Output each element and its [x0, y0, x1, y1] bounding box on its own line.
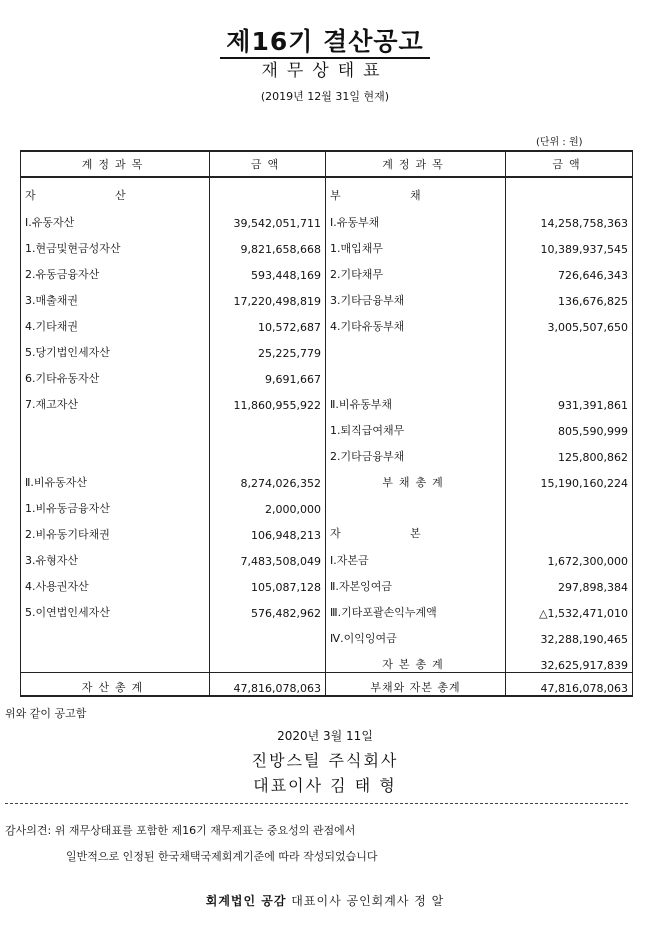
l-item-cell: Ⅱ.비유동자산: [21, 464, 210, 490]
page-title: 제16기 결산공고: [0, 22, 650, 58]
table-row: [21, 464, 633, 490]
r-item-cell: Ⅲ.기타포괄손익누계액: [326, 594, 506, 620]
table-row: [21, 230, 633, 256]
l-item-cell: 3.유형자산: [21, 542, 210, 568]
l-amt-cell: [210, 438, 326, 464]
l-amt-cell: 17,220,498,819: [210, 282, 326, 308]
table-row: [21, 177, 633, 204]
r-amt-cell: 3,005,507,650: [506, 308, 633, 334]
l-amt-cell: 9,821,658,668: [210, 230, 326, 256]
r-amt-cell: [506, 490, 633, 516]
liabilities-equity-total-amount: 47,816,078,063: [506, 673, 633, 697]
audit-firm-rep: 대표이사 공인회계사 정 알: [291, 894, 445, 908]
r-item-cell: Ⅰ.유동부채: [326, 204, 506, 230]
r-item-cell: 2.기타금융부채: [326, 438, 506, 464]
l-item-cell: [21, 438, 210, 464]
r-amt-cell: 726,646,343: [506, 256, 633, 282]
r-amt-cell: 1,672,300,000: [506, 542, 633, 568]
totals-row: [21, 673, 633, 697]
l-item-cell: 1.비유동금융자산: [21, 490, 210, 516]
table-row: [21, 386, 633, 412]
r-item-cell: 4.기타유동부채: [326, 308, 506, 334]
r-item-cell: [326, 334, 506, 360]
r-item-cell: Ⅰ.자본금: [326, 542, 506, 568]
r-item-cell: 1.매입채무: [326, 230, 506, 256]
r-amt-cell: [506, 516, 633, 542]
r-item-cell: [326, 490, 506, 516]
l-amt-cell: 2,000,000: [210, 490, 326, 516]
l-amt-cell: 593,448,169: [210, 256, 326, 282]
r-item-cell: Ⅱ.자본잉여금: [326, 568, 506, 594]
l-amt-cell: 106,948,213: [210, 516, 326, 542]
r-item-cell: 부채총계: [326, 464, 506, 490]
r-item-cell: Ⅳ.이익잉여금: [326, 620, 506, 646]
l-item-cell: [21, 646, 210, 673]
balance-sheet-table: [20, 150, 633, 697]
statement-date: (2019년 12월 31일 현재): [260, 90, 390, 103]
table-row: [21, 646, 633, 673]
l-amt-cell: [210, 412, 326, 438]
l-item-cell: 자 산: [21, 177, 210, 204]
table-row: [21, 594, 633, 620]
l-amt-cell: 105,087,128: [210, 568, 326, 594]
l-item-cell: [21, 620, 210, 646]
r-item-cell: 자본총계: [326, 646, 506, 673]
l-item-cell: 2.유동금융자산: [21, 256, 210, 282]
table-row: [21, 308, 633, 334]
table-row: [21, 438, 633, 464]
l-item-cell: 5.당기법인세자산: [21, 334, 210, 360]
l-item-cell: [21, 412, 210, 438]
r-amt-cell: 10,389,937,545: [506, 230, 633, 256]
table-row: [21, 568, 633, 594]
audit-firm: [0, 892, 650, 909]
l-amt-cell: [210, 646, 326, 673]
table-row: [21, 542, 633, 568]
table-row: [21, 334, 633, 360]
assets-total-amount: 47,816,078,063: [210, 673, 326, 697]
r-amt-cell: 125,800,862: [506, 438, 633, 464]
l-item-cell: 7.재고자산: [21, 386, 210, 412]
r-item-cell: 3.기타금융부채: [326, 282, 506, 308]
l-item-cell: 6.기타유동자산: [21, 360, 210, 386]
r-item-cell: 부 채: [326, 177, 506, 204]
l-amt-cell: 8,274,026,352: [210, 464, 326, 490]
r-amt-cell: 14,258,758,363: [506, 204, 633, 230]
l-item-cell: 4.사용권자산: [21, 568, 210, 594]
table-row: [21, 282, 633, 308]
r-amt-cell: 931,391,861: [506, 386, 633, 412]
notice-date: 2020년 3월 11일: [277, 729, 373, 743]
l-item-cell: 4.기타채권: [21, 308, 210, 334]
r-item-cell: 자 본: [326, 516, 506, 542]
table-row: [21, 490, 633, 516]
notice-text: 위와 같이 공고함: [5, 707, 87, 720]
r-amt-cell: 32,288,190,465: [506, 620, 633, 646]
l-item-cell: 5.이연법인세자산: [21, 594, 210, 620]
statement-subtitle: 재무상태표: [261, 61, 389, 81]
r-item-cell: Ⅱ.비유동부채: [326, 386, 506, 412]
l-amt-cell: 11,860,955,922: [210, 386, 326, 412]
assets-total-label: 자산총계: [21, 673, 210, 697]
r-amt-cell: 32,625,917,839: [506, 646, 633, 673]
table-row: [21, 412, 633, 438]
audit-opinion-line2: 일반적으로 인정된 한국채택국제회계기준에 따라 작성되었습니다: [66, 850, 378, 863]
l-amt-cell: 25,225,779: [210, 334, 326, 360]
r-amt-cell: 805,590,999: [506, 412, 633, 438]
r-amt-cell: [506, 334, 633, 360]
company-name: 진방스틸 주식회사: [251, 751, 399, 770]
header-left-amount: 금액: [210, 151, 326, 177]
ceo-name: 대표이사 김 태 형: [253, 776, 397, 795]
table-header-row: [21, 151, 633, 177]
r-amt-cell: △1,532,471,010: [506, 594, 633, 620]
audit-firm-name: 회계법인 공감: [205, 894, 287, 908]
l-item-cell: 3.매출채권: [21, 282, 210, 308]
table-row: [21, 620, 633, 646]
l-item-cell: 1.현금및현금성자산: [21, 230, 210, 256]
r-amt-cell: [506, 177, 633, 204]
l-amt-cell: 576,482,962: [210, 594, 326, 620]
r-amt-cell: 297,898,384: [506, 568, 633, 594]
r-amt-cell: [506, 360, 633, 386]
l-amt-cell: [210, 620, 326, 646]
r-item-cell: 1.퇴직급여채무: [326, 412, 506, 438]
table-row: [21, 360, 633, 386]
l-amt-cell: [210, 177, 326, 204]
liabilities-equity-total-label: 부채와 자본 총계: [326, 673, 506, 697]
l-amt-cell: 7,483,508,049: [210, 542, 326, 568]
l-item-cell: 2.비유동기타채권: [21, 516, 210, 542]
header-right-amount: 금액: [506, 151, 633, 177]
l-amt-cell: 10,572,687: [210, 308, 326, 334]
unit-label: (단위 : 원): [536, 137, 583, 148]
audit-opinion-line1: 감사의견: 위 재무상태표를 포함한 제16기 재무제표는 중요성의 관점에서: [5, 824, 356, 837]
table-row: [21, 256, 633, 282]
l-item-cell: Ⅰ.유동자산: [21, 204, 210, 230]
r-amt-cell: 15,190,160,224: [506, 464, 633, 490]
header-left-item: 계정과목: [21, 151, 210, 177]
l-amt-cell: 9,691,667: [210, 360, 326, 386]
r-amt-cell: 136,676,825: [506, 282, 633, 308]
divider: [5, 803, 628, 804]
header-right-item: 계정과목: [326, 151, 506, 177]
table-row: [21, 516, 633, 542]
l-amt-cell: 39,542,051,711: [210, 204, 326, 230]
r-item-cell: 2.기타채무: [326, 256, 506, 282]
table-row: [21, 204, 633, 230]
r-item-cell: [326, 360, 506, 386]
